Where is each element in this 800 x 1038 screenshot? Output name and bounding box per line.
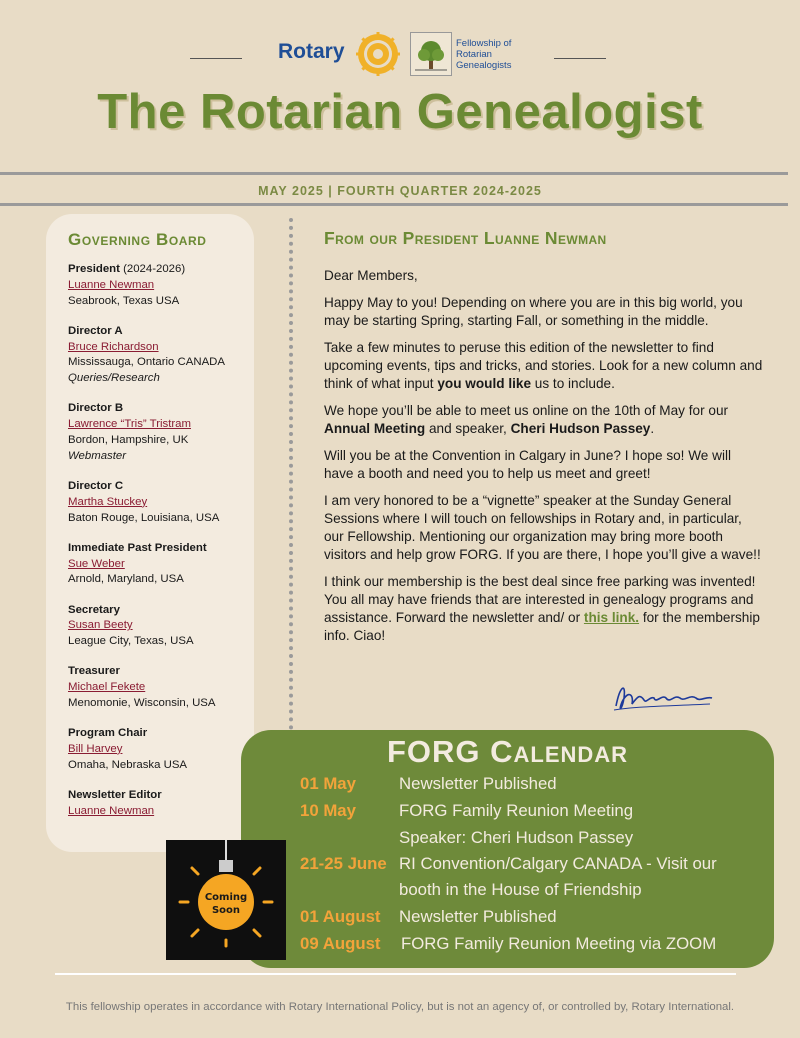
letter-paragraph: I think our membership is the best deal since free parking was invented! You all may have friends that are interested in genealogy programs and assistance. Forward the newsletter and/ or this link. for the membership info. Ciao! xyxy=(324,574,760,643)
letter-paragraph: I am very honored to be a “vignette” speaker at the Sunday General Sessions where I will touch on fellowships in Rotary and, in particular, our Fellowship. Mentioning our organization may bring more booth visitors and help grow FORG. If you are there, I hope you’ll give a wave!! xyxy=(324,493,761,562)
calendar-event: Newsletter Published xyxy=(399,907,557,926)
board-role: Secretary xyxy=(68,603,120,616)
calendar-date: 01 August xyxy=(300,907,381,926)
board-member-link[interactable]: Lawrence “Tris” Tristram xyxy=(68,418,191,431)
board-entry xyxy=(68,726,254,773)
board-note: Webmaster xyxy=(68,449,127,462)
column-divider xyxy=(289,218,293,730)
board-member-link[interactable]: Michael Fekete xyxy=(68,681,146,694)
board-member-link[interactable]: Martha Stuckey xyxy=(68,495,148,508)
footer-rule xyxy=(55,973,736,975)
board-member-link[interactable]: Bill Harvey xyxy=(68,742,123,755)
coming-soon-graphic xyxy=(166,840,286,960)
calendar-date: 21-25 June xyxy=(300,854,387,873)
issue-date: MAY 2025 | FOURTH QUARTER 2024-2025 xyxy=(258,184,542,198)
calendar-event: Newsletter Published xyxy=(399,774,557,793)
board-member-link[interactable]: Bruce Richardson xyxy=(68,340,159,353)
board-entry xyxy=(68,324,254,387)
board-location: Bordon, Hampshire, UK xyxy=(68,433,189,446)
newsletter-title: The Rotarian Genealogist xyxy=(97,85,703,139)
president-heading: From our President Luanne Newman xyxy=(324,228,607,248)
governing-board-heading: Governing Board xyxy=(68,230,207,249)
board-role: Newsletter Editor xyxy=(68,788,162,801)
calendar-event: FORG Family Reunion Meeting via ZOOM xyxy=(401,934,717,953)
board-entry xyxy=(68,603,254,650)
president-letter xyxy=(324,228,764,654)
calendar-date: 10 May xyxy=(300,801,356,820)
board-note: Queries/Research xyxy=(68,372,160,385)
calendar-title: FORG Calendar xyxy=(386,734,629,769)
calendar-event: FORG Family Reunion Meeting xyxy=(399,801,634,820)
forg-logo-icon xyxy=(410,32,452,76)
rotary-wordmark: Rotary xyxy=(278,40,345,63)
fellowship-name: Fellowship of Rotarian Genealogists xyxy=(456,38,512,71)
calendar-event: booth in the House of Friendship xyxy=(399,880,642,899)
logo-row xyxy=(0,28,800,80)
letter-paragraph: Will you be at the Convention in Calgary in June? I hope so! We will have a booth and need you to help us meet and greet! xyxy=(324,448,732,481)
board-entry xyxy=(68,401,254,464)
board-role: Director B xyxy=(68,402,124,415)
letter-paragraph: We hope you’ll be able to meet us online on the 10th of May for our Annual Meeting and speaker, Cheri Hudson Passey. xyxy=(324,403,729,436)
board-member-list xyxy=(68,262,254,819)
board-term: (2024-2026) xyxy=(119,263,186,275)
board-role: Program Chair xyxy=(68,727,148,740)
lightbulb-icon xyxy=(166,840,286,960)
board-role: Immediate Past President xyxy=(68,541,207,554)
governing-board-panel xyxy=(46,214,254,852)
board-member-link[interactable]: Luanne Newman xyxy=(68,278,155,291)
footer-disclaimer: This fellowship operates in accordance with Rotary International Policy, but is not an agency of, or controlled by, Rotary International. xyxy=(65,1001,735,1013)
rotary-wheel-icon xyxy=(354,30,402,78)
board-location: Seabrook, Texas USA xyxy=(68,294,180,307)
board-entry xyxy=(68,664,254,711)
forg-calendar xyxy=(241,730,774,968)
board-location: Omaha, Nebraska USA xyxy=(68,758,188,771)
board-entry xyxy=(68,479,254,526)
board-location: League City, Texas, USA xyxy=(68,635,194,648)
coming-soon-text: Coming xyxy=(204,892,248,903)
board-location: Menomonie, Wisconsin, USA xyxy=(68,696,216,709)
board-location: Baton Rouge, Louisiana, USA xyxy=(68,511,220,524)
board-entry xyxy=(68,541,254,588)
calendar-event: RI Convention/Calgary CANADA - Visit our xyxy=(399,854,717,873)
letter-paragraph: Happy May to you! Depending on where you are in this big world, you may be starting Spring, starting Fall, or something in the middle. xyxy=(324,295,743,328)
board-role: Director A xyxy=(68,324,123,337)
membership-link[interactable]: this link. xyxy=(583,610,640,625)
board-role: Director C xyxy=(68,479,124,492)
calendar-event: Speaker: Cheri Hudson Passey xyxy=(399,828,634,847)
letter-greeting: Dear Members, xyxy=(324,268,418,283)
letter-paragraph: Take a few minutes to peruse this edition of the newsletter to find upcoming events, tips and tricks, and stories. Look for a new column and think of what input you would like us to include. xyxy=(324,340,763,391)
calendar-date: 09 August xyxy=(300,934,381,953)
calendar-date: 01 May xyxy=(300,774,356,793)
board-member-link[interactable]: Luanne Newman xyxy=(68,804,155,817)
board-location: Mississauga, Ontario CANADA xyxy=(68,356,225,369)
board-entry xyxy=(68,788,254,820)
masthead-rule-bottom xyxy=(0,203,788,206)
board-member-link[interactable]: Susan Beety xyxy=(68,619,133,632)
board-entry xyxy=(68,262,254,309)
board-member-link[interactable]: Sue Weber xyxy=(68,557,125,570)
board-location: Arnold, Maryland, USA xyxy=(68,573,184,586)
board-role: Treasurer xyxy=(68,665,120,678)
signature-icon xyxy=(610,676,720,716)
coming-soon-text: Soon xyxy=(211,905,241,916)
board-role: President xyxy=(68,263,120,275)
masthead-rule-top xyxy=(0,172,788,175)
